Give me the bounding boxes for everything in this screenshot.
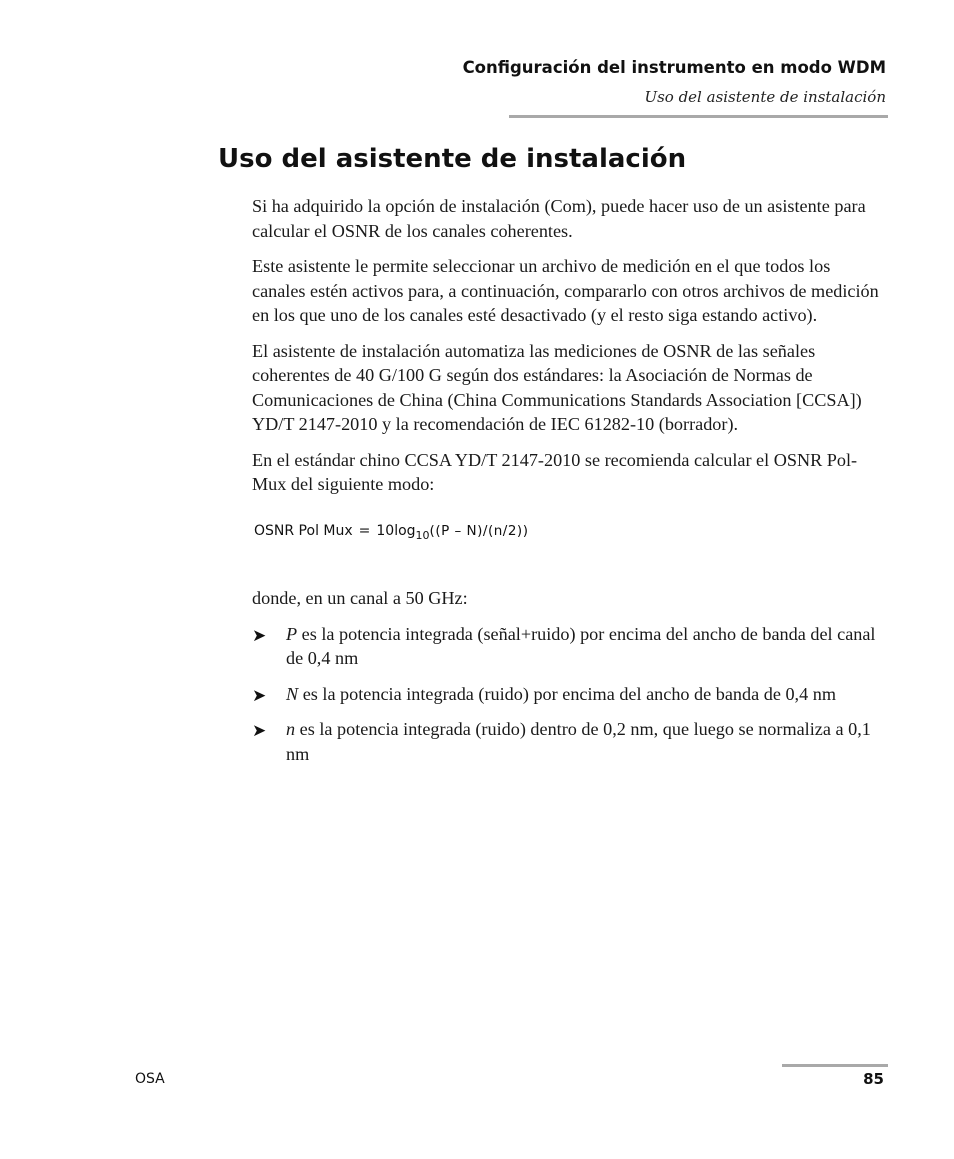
definition-list (252, 622, 888, 767)
bullet-arrow-icon: ➤ (252, 721, 267, 741)
bullet-arrow-icon: ➤ (252, 685, 267, 706)
list-item (252, 682, 888, 707)
variable-symbol: n (286, 719, 296, 739)
variable-definition: es la potencia integrada (señal+ruido) por encima del ancho de banda del canal de 0,4 nm (286, 623, 876, 668)
header-divider (509, 115, 888, 118)
running-header-section: Uso del asistente de instalación (644, 88, 886, 106)
formula-function: 10log (376, 522, 416, 539)
page-number: 85 (863, 1070, 884, 1088)
variable-symbol: N (286, 683, 299, 704)
paragraph-standards: El asistente de instalación automatiza las mediciones de OSNR de las señales coherentes de 40 G/100 G según dos estándares: la Asociación de Normas de Comunicaciones de China (China Communications Standards Association [CCSA]) YD/T 2147-2010 y la recomendación de IEC 61282-10 (borrador). (252, 340, 862, 434)
running-header-chapter: Configuración del instrumento en modo WDM (462, 58, 886, 77)
list-item (252, 622, 888, 671)
formula-lhs: OSNR Pol Mux (254, 522, 353, 539)
paragraph-intro: Si ha adquirido la opción de instalación (Com), puede hacer uso de un asistente para calcular el OSNR de los canales coherentes. (252, 196, 866, 241)
footer-divider (782, 1064, 888, 1067)
formula-argument: ((P – N)/(n/2)) (429, 522, 529, 539)
paragraph-wizard-purpose: Este asistente le permite seleccionar un archivo de medición en el que todos los canales estén activos para, a continuación, compararlo con otros archivos de medición en los que uno de los canales esté desactivado (y el resto siga estando activo). (252, 256, 879, 325)
formula-equals: = (358, 522, 371, 539)
variable-definition: es la potencia integrada (ruido) dentro de 0,2 nm, que luego se normaliza a 0,1 nm (286, 719, 871, 764)
paragraph-where: donde, en un canal a 50 GHz: (252, 588, 468, 608)
bullet-arrow-icon: ➤ (252, 625, 267, 646)
osnr-formula (254, 519, 888, 549)
variable-symbol: P (286, 623, 298, 644)
footer-product-name: OSA (135, 1071, 165, 1087)
paragraph-ccsa: En el estándar chino CCSA YD/T 2147-2010 se recomienda calcular el OSNR Pol-Mux del siguiente modo: (252, 449, 858, 494)
list-item (252, 717, 888, 766)
page-title: Uso del asistente de instalación (218, 144, 687, 174)
body-text (252, 194, 888, 777)
variable-definition: es la potencia integrada (ruido) por encima del ancho de banda de 0,4 nm (298, 683, 836, 704)
formula-log-base: 10 (415, 528, 430, 542)
